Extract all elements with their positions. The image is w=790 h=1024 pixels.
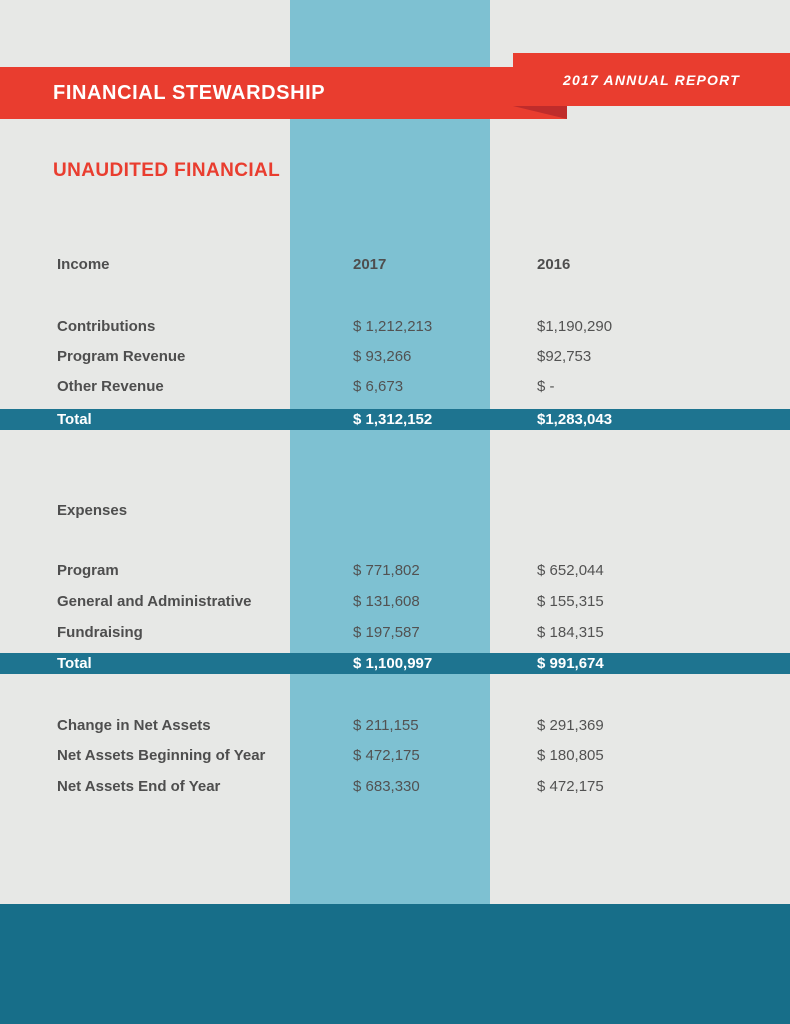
table-row — [0, 745, 790, 767]
total-2017: $ 1,100,997 — [353, 655, 433, 672]
table-row — [0, 715, 790, 737]
expenses-header-row — [0, 500, 790, 522]
page-title: FINANCIAL STEWARDSHIP — [53, 81, 326, 104]
section-heading: UNAUDITED FINANCIAL — [53, 160, 281, 181]
value-2016: $ 155,315 — [537, 593, 604, 610]
table-row — [0, 560, 790, 582]
column-header-2016: 2016 — [537, 256, 571, 273]
row-label: Net Assets End of Year — [57, 778, 221, 795]
expenses-total-bar — [0, 653, 790, 674]
value-2017: $ 472,175 — [353, 747, 420, 764]
total-2017: $ 1,312,152 — [353, 411, 433, 428]
expenses-header: Expenses — [57, 502, 128, 519]
value-2016: $ 472,175 — [537, 778, 604, 795]
value-2017: $ 211,155 — [353, 717, 419, 734]
table-row — [0, 316, 790, 338]
value-2017: $ 1,212,213 — [353, 318, 433, 335]
row-label: Fundraising — [57, 624, 143, 641]
income-header: Income — [57, 256, 110, 273]
table-row — [0, 622, 790, 644]
value-2017: $ 197,587 — [353, 624, 420, 641]
table-row — [0, 376, 790, 398]
row-label: Contributions — [57, 318, 156, 335]
row-label: Program Revenue — [57, 348, 186, 365]
row-label: Program — [57, 562, 119, 579]
column-header-2017: 2017 — [353, 256, 387, 273]
banner — [0, 67, 567, 119]
value-2016: $ 184,315 — [537, 624, 604, 641]
income-header-row — [0, 254, 790, 276]
value-2017: $ 131,608 — [353, 593, 420, 610]
value-2017: $ 6,673 — [353, 378, 404, 395]
value-2016: $1,190,290 — [537, 318, 613, 335]
annual-report-ribbon — [513, 53, 790, 106]
footer-band — [0, 904, 790, 1024]
value-2016: $ 180,805 — [537, 747, 604, 764]
value-2016: $ - — [537, 378, 555, 395]
total-2016: $ 991,674 — [537, 655, 604, 672]
table-row — [0, 776, 790, 798]
total-2016: $1,283,043 — [537, 411, 613, 428]
value-2016: $ 652,044 — [537, 562, 604, 579]
value-2017: $ 771,802 — [353, 562, 420, 579]
row-label: General and Administrative — [57, 593, 252, 610]
income-total-bar — [0, 409, 790, 430]
total-label: Total — [57, 411, 92, 428]
value-2016: $92,753 — [537, 348, 592, 365]
value-2016: $ 291,369 — [537, 717, 604, 734]
row-label: Change in Net Assets — [57, 717, 211, 734]
value-2017: $ 683,330 — [353, 778, 420, 795]
row-label: Net Assets Beginning of Year — [57, 747, 266, 764]
total-label: Total — [57, 655, 92, 672]
vertical-accent-band — [290, 0, 490, 904]
table-row — [0, 346, 790, 368]
annual-report-badge: 2017 ANNUAL REPORT — [563, 71, 740, 88]
table-row — [0, 591, 790, 613]
row-label: Other Revenue — [57, 378, 164, 395]
value-2017: $ 93,266 — [353, 348, 412, 365]
